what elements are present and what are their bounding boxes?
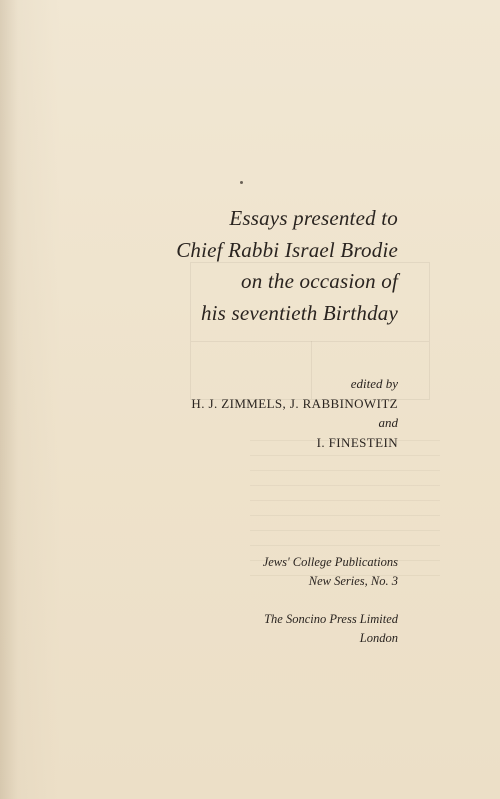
title-line-4: his seventieth Birthday [200,300,398,325]
book-title [176,203,398,329]
title-line-3: on the occasion of [241,269,398,293]
series-name: Jews' College Publications [262,555,398,569]
publisher-city: London [359,630,398,645]
show-through-line [250,530,440,531]
editors-names-1: H. J. ZIMMELS, J. RABBINOWITZ [191,395,398,411]
title-line-2: Chief Rabbi Israel Brodie [176,237,398,262]
title-line-1: Essays presented to [229,206,398,230]
show-through-line [250,455,440,456]
show-through-line [250,515,440,516]
editors-names-2: I. FINESTEIN [316,434,398,450]
show-through-line [250,485,440,486]
publisher-name: The Soncino Press Limited [264,612,398,626]
edited-by-label: edited by [350,376,398,391]
show-through-line [250,500,440,501]
publisher-block [264,610,398,647]
series-number: New Series, No. 3 [308,573,398,588]
show-through-rule [191,341,429,342]
editors-and: and [378,415,398,430]
ink-speck [240,181,243,184]
show-through-line [250,470,440,471]
series-block [263,553,398,590]
show-through-line [250,545,440,546]
editors-block [191,374,398,452]
